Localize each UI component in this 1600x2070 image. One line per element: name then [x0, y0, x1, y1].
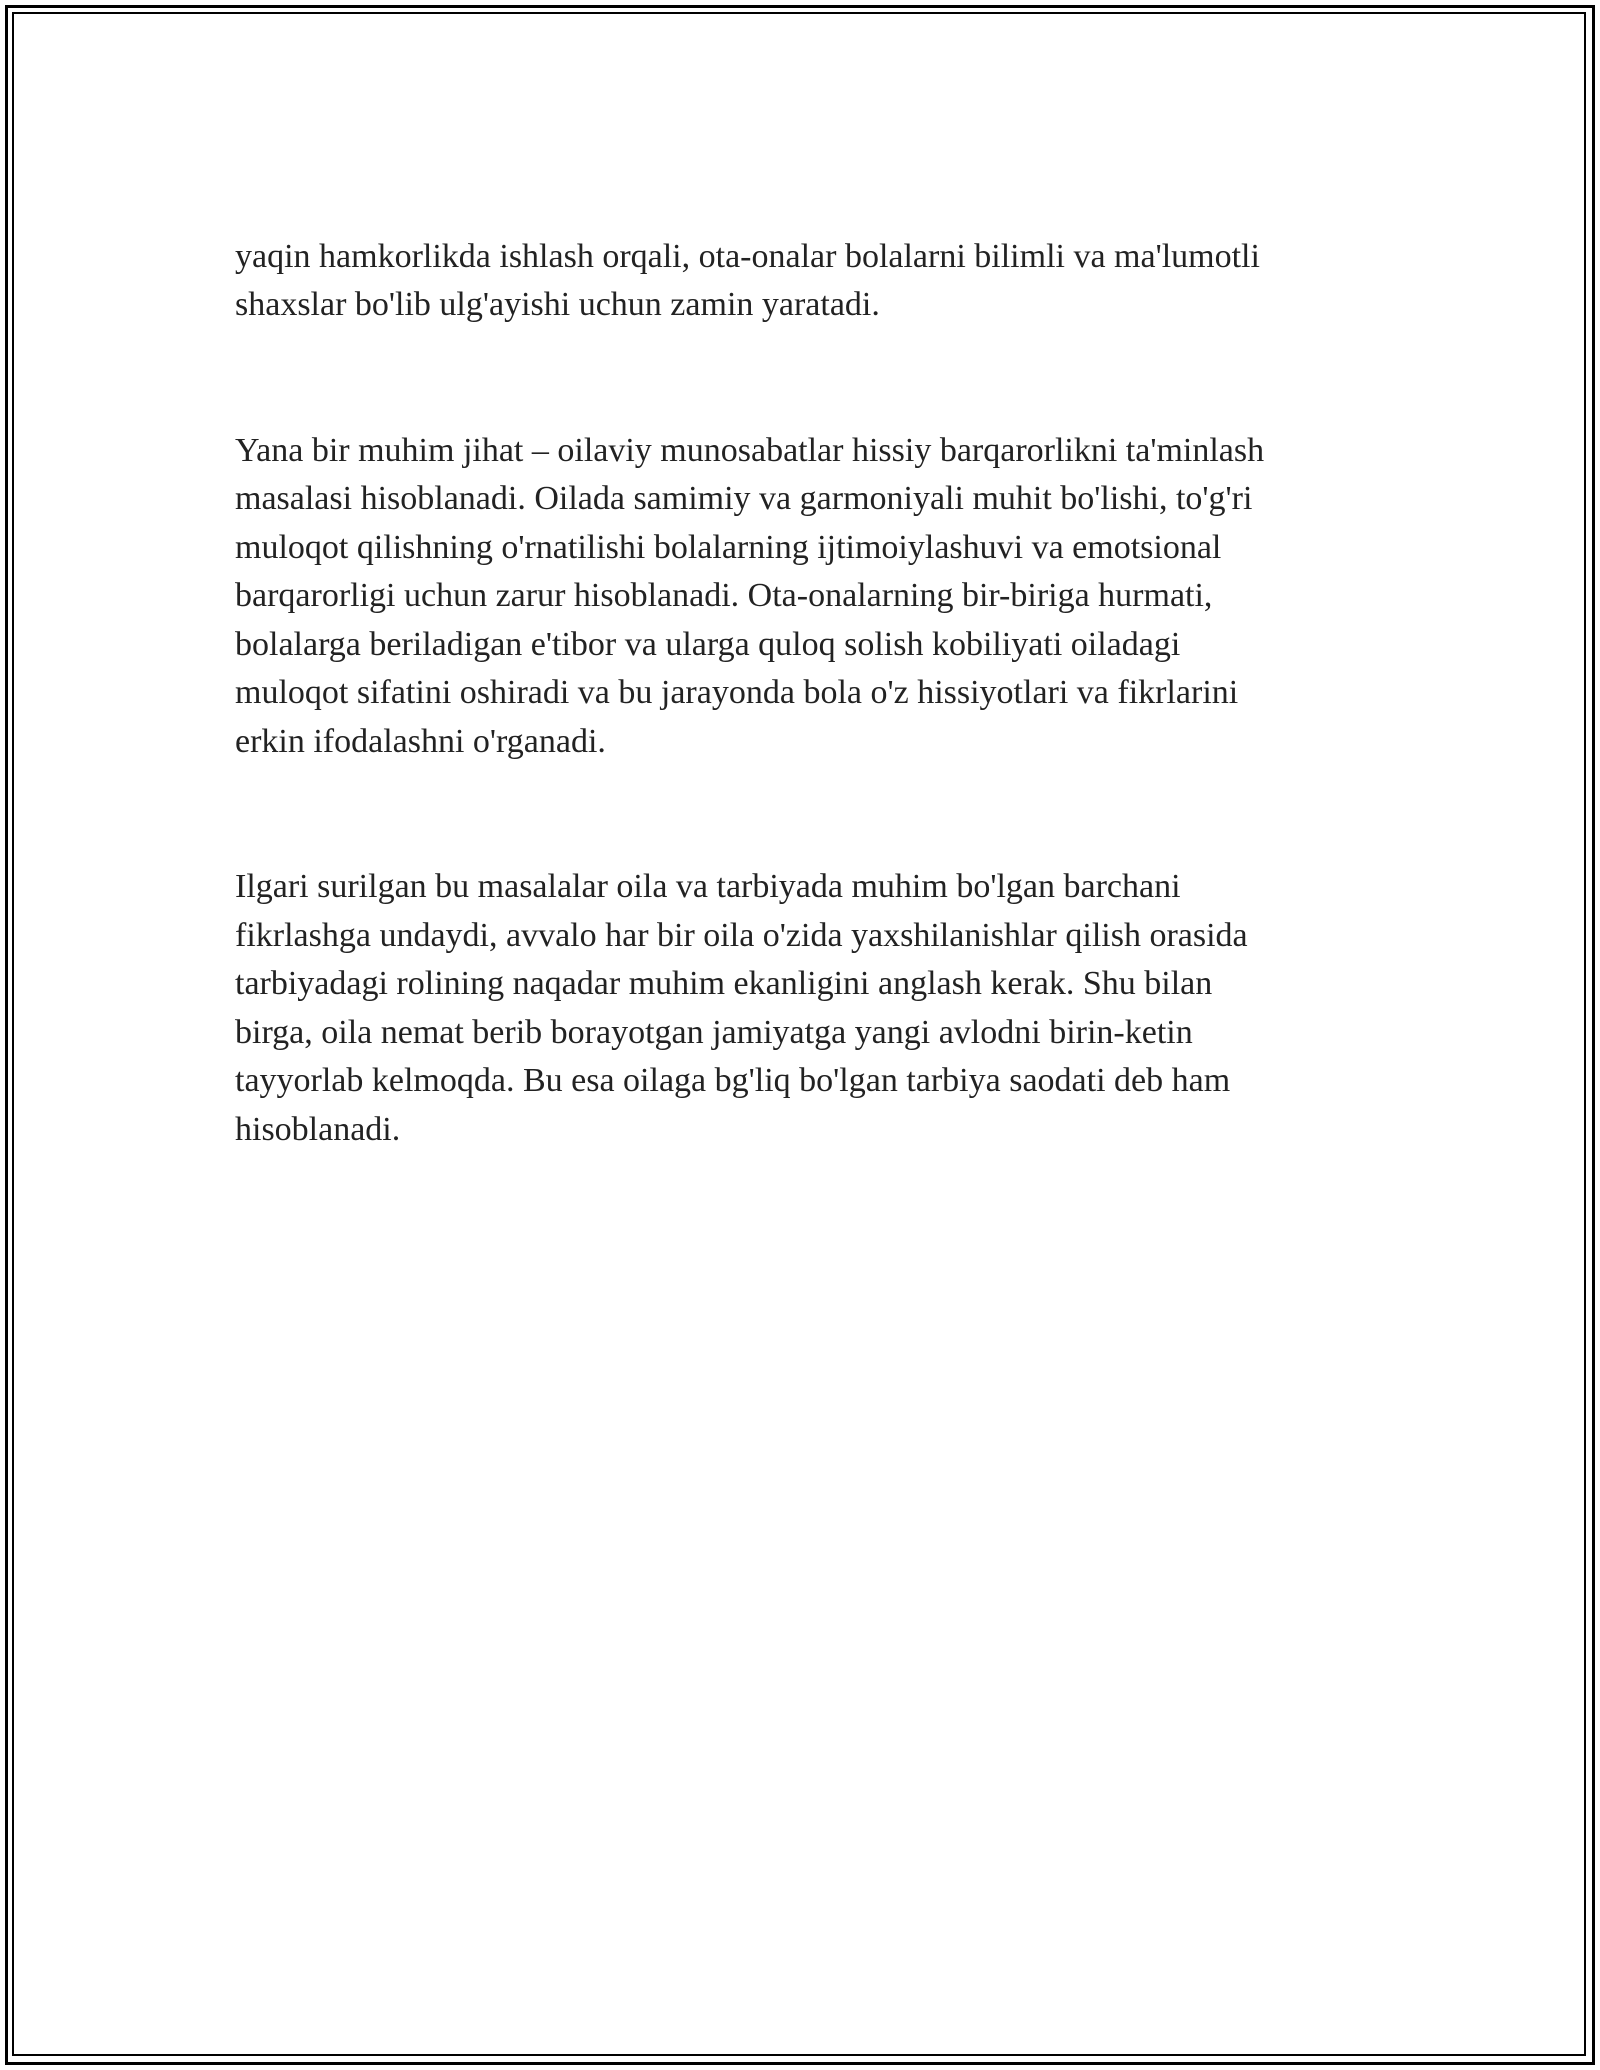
paragraph-2: Yana bir muhim jihat – oilaviy munosabatlar hissiy barqarorlikni ta'minlash masalasi hisoblanadi. Oilada samimiy va garmoniyali muhit bo'lishi, to'g'ri muloqot qilishning o'rnatilishi bolalarning ijtimoiylashuvi va emotsional barqarorligi uchun zarur hisoblanadi. Ota-onalarning bir-biriga hurmati, bolalarga beriladigan e'tibor va ularga quloq solish kobiliyati oiladagi muloqot sifatini oshiradi va bu jarayonda bola o'z hissiyotlari va fikrlarini erkin ifodalashni o'rganadi.	[235, 431, 1265, 760]
paragraph-3: Ilgari surilgan bu masalalar oila va tarbiyada muhim bo'lgan barchani fikrlashga undaydi, avvalo har bir oila o'zida yaxshilanishlar qilish orasida tarbiyadagi rolining naqadar muhim ekanligini anglash kerak. Shu bilan birga, oila nemat berib borayotgan jamiyatga yangi avlodni birin-ketin tayyorlab kelmoqda. Bu esa oilaga bg'liq bo'lgan tarbiya saodati deb ham hisoblanadi.	[235, 868, 1248, 1148]
paragraph-1: yaqin hamkorlikda ishlash orqali, ota-onalar bolalarni bilimli va ma'lumotli shaxslar bo'lib ulg'ayishi uchun zamin yaratadi.	[235, 237, 1260, 323]
document-body	[235, 184, 1385, 1251]
